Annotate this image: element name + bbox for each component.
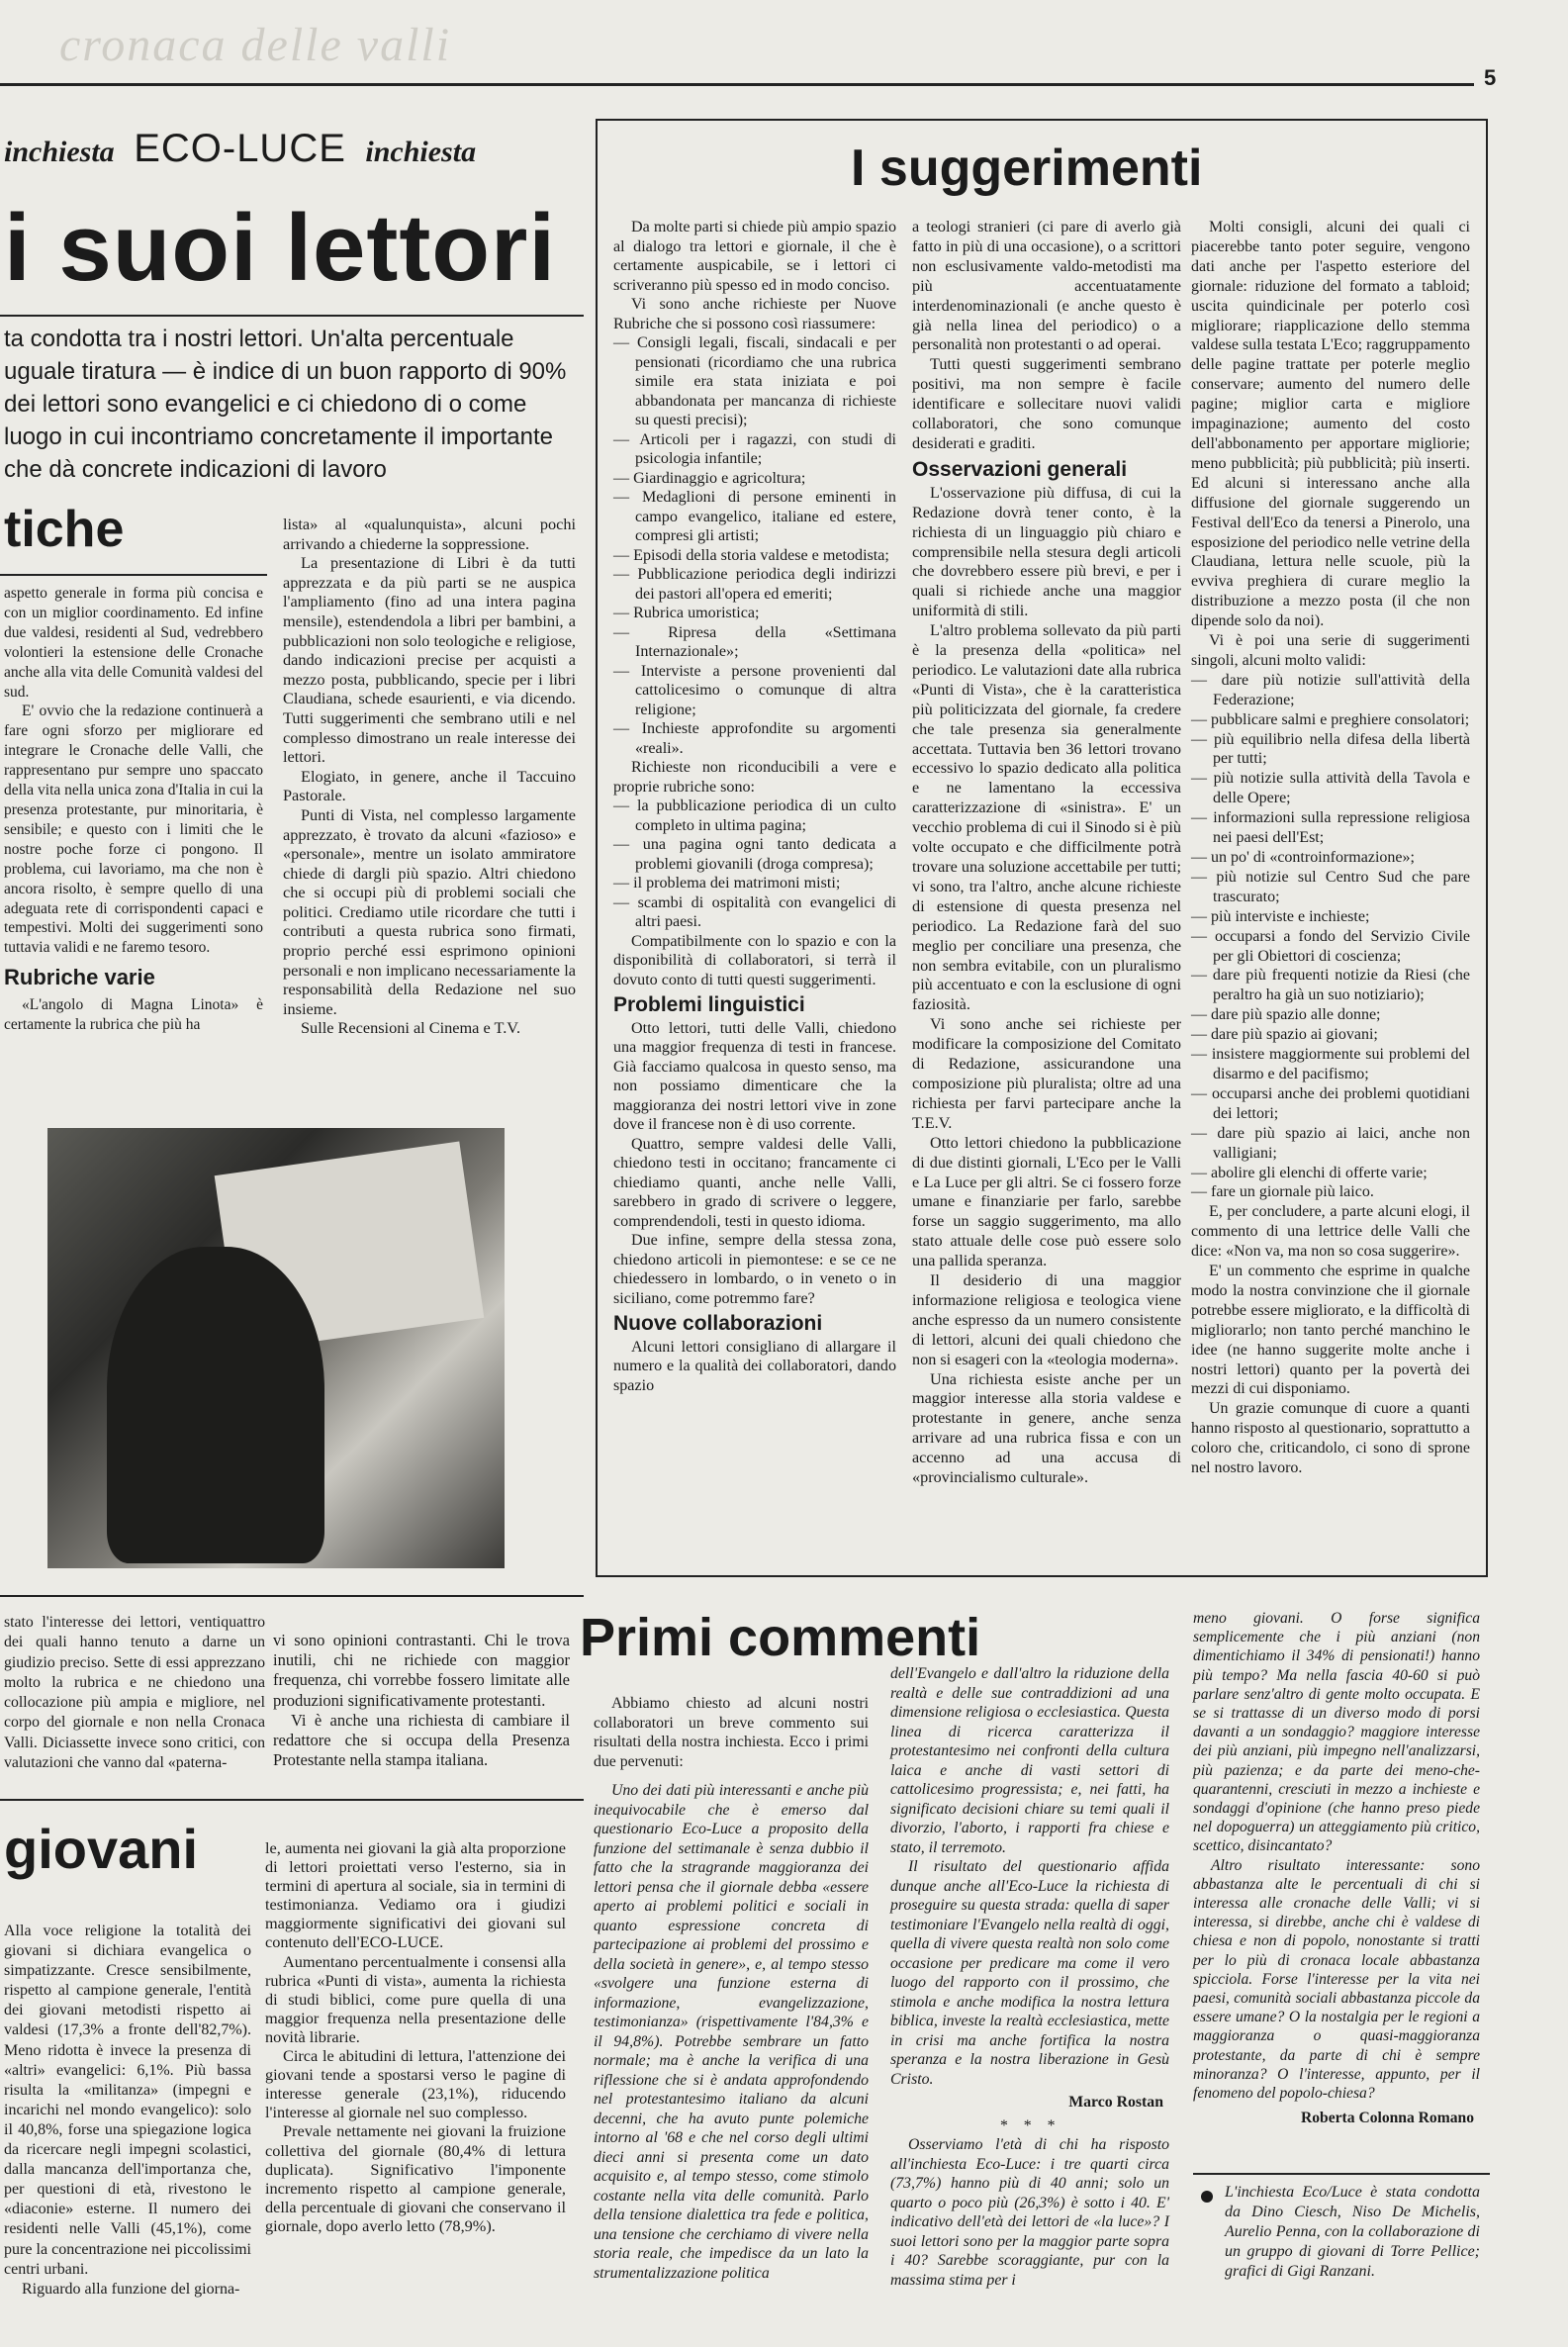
sugg-richieste-list bbox=[613, 797, 896, 932]
header-center: ECO-LUCE bbox=[134, 127, 346, 170]
sugg-col-2 bbox=[912, 218, 1181, 1488]
credits-note: L'inchiesta Eco/Luce è stata condotta da Dino Ciesch, Niso De Michelis, Aurelio Penna, con la collaborazione di un gruppo di giovani di Torre Pellice; grafici di Gigi Ranzani. bbox=[1225, 2184, 1480, 2280]
giovani-c1b: Riguardo alla funzione del giorna- bbox=[22, 2280, 240, 2298]
list-item: — occuparsi anche dei problemi quotidiani dei lettori; bbox=[1191, 1084, 1470, 1124]
section-header bbox=[4, 127, 476, 171]
suggerimenti-title: I suggerimenti bbox=[851, 140, 1203, 197]
list-item: — occuparsi a fondo del Servizio Civile per gli Obiettori di coscienza; bbox=[1191, 927, 1470, 967]
reader-silhouette bbox=[107, 1247, 324, 1563]
giovani-c2b: Aumentano percentualmente i consensi alla rubrica «Punti di vista», aumenta la richiesta di studi biblici, come pure quella di una maggior frequenza nella presentazione delle novità librarie. bbox=[265, 1951, 566, 2046]
list-item: — pubblicare salmi e preghiere consolatori; bbox=[1191, 710, 1470, 730]
cronache2-p2: La presentazione di Libri è da tutti apprezzata e da più parti se ne auspica l'ampliamento (fino ad una intera pagina mensile), estendendola a libri per bambini, a pubblicazioni non solo teologiche e religiose, dando indicazioni precise per acquisti a mezzo posta, pubblicando, specie per i libri Claudiana, schede esaurienti, e via dicendo. Tutti suggerimenti che sembrano utili e nel complesso dimostrano un reale interesse dei lettori. bbox=[283, 553, 576, 767]
list-item: — dare più spazio alle donne; bbox=[1191, 1005, 1470, 1025]
sugg-c2p2: Tutti questi suggerimenti sembrano positivi, ma non sempre è facile identificare e sollecitare nuovi validi collaboratori, che sono comunque desiderati e graditi. bbox=[912, 355, 1181, 452]
list-item: — Episodi della storia valdese e metodista; bbox=[613, 546, 896, 566]
list-item: — Inchieste approfondite su argomenti «reali». bbox=[613, 719, 896, 758]
list-item: — un po' di «controinformazione»; bbox=[1191, 848, 1470, 868]
primi-c1p2: Uno dei dati più interessanti e anche più inequivocabile che è emerso dal questionario Eco-Luce a proposito della funzione del settimanale è senza dubbio il fatto che la stragrande maggioranza dei lettori pensa che il giornale debba «essere aperto ai problemi politici e sociali in quanto espressione concreta di partecipazione ai problemi del prossimo e della società in genere», e, al tempo stesso «svolgere una funzione esterna di informazione, evangelizzazione, testimonianza» (rispettivamente l'84,3% e il 94,8%). Potrebbe sembrare un fatto normale; ma è anche la verifica di una riflessione che si è andata approfondendo nel protestantesimo italiano da alcuni decenni, che ha avuto punte polemiche intorno al '68 e che nel corso degli ultimi dieci anni si presenta come un dato acquisito e, al tempo stesso, come stimolo costante nella vita delle comunità. Parlo della tensione dialettica tra fede e politica, una tensione che cerchiamo di vivere nella storia reale, che impedisce da un lato la strumentalizzazione politica bbox=[594, 1782, 869, 2282]
cronache2-p1: lista» al «qualunquista», alcuni pochi arrivando a chiederne la soppressione. bbox=[283, 515, 576, 553]
list-item: — informazioni sulla repressione religiosa nei paesi dell'Est; bbox=[1191, 808, 1470, 848]
separator-stars: * * * bbox=[999, 2116, 1061, 2134]
sugg-oss1: L'osservazione più diffusa, di cui la Redazione dovrà tener conto, è la richiesta di un linguaggio più chiaro e comprensibile nella stesura degli articoli che dovrebbero essere più brevi, e per i quali si richiede anche una maggior uniformità di stili. bbox=[912, 483, 1181, 620]
list-item: — più equilibrio nella difesa della libertà per tutti; bbox=[1191, 730, 1470, 770]
sugg-ling2: Quattro, sempre valdesi delle Valli, chiedono testi in occitano; francamente ci chiediamo quanti, anche nelle Valli, sarebbero in grado di scrivere o leggere, comprendendoli, testi in questo idioma. bbox=[613, 1135, 896, 1230]
list-item: — insistere maggiormente sui problemi del disarmo e del pacifismo; bbox=[1191, 1045, 1470, 1084]
sugg-ling3: Due infine, sempre della stessa zona, chiedono articoli in piemontese: e se ce ne chiedessero in lombardo, o in veneto o in siciliano, come potremmo fare? bbox=[613, 1232, 896, 1307]
sugg-ling1: Otto lettori, tutti delle Valli, chiedono una maggior frequenza di testi in francese. Già facciamo qualcosa in questo senso, ma non possiamo dimenticare che la maggioranza dei nostri lettori vive in zone dove il francese non è di uso corrente. bbox=[613, 1019, 896, 1133]
giovani-c2c: Circa le abitudini di lettura, l'attenzione dei giovani tende a spostarsi verso le pagine di interesse generale (23,1%), riducendo l'interesse al giornale nel suo complesso. bbox=[265, 2046, 566, 2122]
list-item: — Pubblicazione periodica degli indirizzi dei pastori all'opera ed emeriti; bbox=[613, 565, 896, 604]
primi-c1p1: Abbiamo chiesto ad alcuni nostri collaboratori un breve commento sui risultati della nostra inchiesta. Ecco i primi due pervenuti: bbox=[594, 1695, 869, 1770]
header-left: inchiesta bbox=[4, 136, 115, 168]
masthead-ghost: cronaca delle valli bbox=[59, 19, 452, 71]
sugg-singoli-list bbox=[1191, 671, 1470, 1202]
list-item: — più notizie sulla attività della Tavola e delle Opere; bbox=[1191, 769, 1470, 808]
sugg-c3p2: Vi è poi una serie di suggerimenti singoli, alcuni molto validi: bbox=[1191, 632, 1470, 669]
sugg-c1p2: Vi sono anche richieste per Nuove Rubriche che si possono così riassumere: bbox=[613, 296, 896, 332]
sugg-oss5: Il desiderio di una maggior informazione religiosa e teologica viene anche espresso da un numero consistente di lettori, alcuni dei quali chiedono che non si esageri con la «teologia moderna». bbox=[912, 1271, 1181, 1368]
sugg-c3p3: E, per concludere, a parte alcuni elogi, il commento di una lettrice delle Valli che dice: «Non va, ma non so cosa suggerire». bbox=[1191, 1203, 1470, 1261]
sugg-c3p5: Un grazie comunque di cuore a quanti hanno risposto al questionario, soprattutto a coloro che, criticandolo, ci sono di sprone nel nostro lavoro. bbox=[1191, 1400, 1470, 1477]
list-item: — scambi di ospitalità con evangelici di altri paesi. bbox=[613, 893, 896, 932]
list-item: — dare più frequenti notizie da Riesi (che peraltro ha già un suo notiziario); bbox=[1191, 966, 1470, 1005]
bullet-icon bbox=[1201, 2191, 1213, 2203]
primi-col-2 bbox=[890, 1664, 1169, 2290]
primi-commenti-title: Primi commenti bbox=[580, 1608, 981, 1667]
list-item: — dare più spazio ai giovani; bbox=[1191, 1025, 1470, 1045]
sugg-oss2: L'altro problema sollevato da più parti è la presenza della «politica» nel periodico. Le valutazioni date alla rubrica «Punti di Vista», che è la caratteristica più politicizzata del giornale, fa credere che tale presenza sia generalmente accettata. Tuttavia ben 36 lettori trovano eccessivo lo spazio dedicato alla politica e ne lamentano la eccessiva caratterizzazione di «sinistra». E' un vecchio problema di cui il Sinodo si è più volte occupato e che difficilmente potrà trovare una soluzione accettabile per tutti; vi sono, tra l'altro, anche alcune richieste di estensione di questa presenza nel periodico. La Redazione farà del suo meglio per conciliare una presenza, che non sembra evitabile, con un pluralismo più accentuato e con la esclusione di ogni faziosità. bbox=[912, 621, 1181, 1014]
note-rule bbox=[1193, 2173, 1490, 2175]
primi-c3p1: meno giovani. O forse significa semplicemente che i più anziani (non dimentichiamo il 34% di pensionati!) hanno più tempo? Ma nella fascia 40-60 si può parlare senz'altro di gente molto occupata. E se si trattasse di un diverso modo di porsi davanti a un sondaggio? maggiore interesse dei più anziani, più impegno nell'analizzarsi, più pazienza; e da parte dei meno-che-quarantenni, cresciuti in mezzo a inchieste e sondaggi d'opinione (che hanno preso piede nel dopoguerra) un atteggiamento più critico, scettico, disincantato? bbox=[1193, 1610, 1480, 1855]
list-item: — il problema dei matrimoni misti; bbox=[613, 874, 896, 893]
sugg-rubriche-list bbox=[613, 333, 896, 758]
list-item: — dare più spazio ai laici, anche non valligiani; bbox=[1191, 1124, 1470, 1164]
sugg-c1p4: Compatibilmente con lo spazio e con la disponibilità di collaboratori, si terrà il dovuto conto di tutti questi suggerimenti. bbox=[613, 932, 896, 988]
list-item: — Ripresa della «Settimana Internazionale»; bbox=[613, 623, 896, 662]
cronache-heading: tiche bbox=[4, 501, 125, 558]
cronache2-p4: Punti di Vista, nel complesso largamente apprezzato, è trovato da alcuni «fazioso» e «personale», mentre un isolato ammiratore chiede di dargli più spazio. Altri chiedono che si occupi più di problemi sociali che politici. Crediamo utile ricordare che tutti i contributi a questa rubrica sono firmati, proprio perché essi esprimono opinioni personali e non implicano necessariamente la responsabilità della Redazione nel suo insieme. bbox=[283, 804, 576, 1018]
primi-c3p2: Altro risultato interessante: sono abbastanza alte le percentuali di chi si interessa alle cronache delle Valli; vi si interessa, si direbbe, anche chi è valdese di chiesa e non di popolo, nonostante si tratti per lo più di cronaca locale abbastanza spicciola. Forse l'interesse per la vita nei paesi, comunità sociali abbastanza piccole da essere umane? O la nostalgia per le regioni a maggioranza o quasi-maggioranza protestante, da parte di chi è sempre minoranza? O l'interesse, appunto, per il fenomeno del popolo-chiesa? bbox=[1193, 1856, 1480, 2103]
header-right: inchiesta bbox=[365, 136, 477, 168]
list-item: — Medaglioni di persone eminenti in campo evangelico, italiane ed estere, compresi gli artisti; bbox=[613, 488, 896, 546]
giovani-rule bbox=[0, 1799, 584, 1801]
left-lower-col-1 bbox=[4, 1613, 265, 1773]
page-title: i suoi lettori bbox=[4, 195, 557, 301]
cronache-col-2 bbox=[283, 515, 576, 1038]
cronache2-p5: Sulle Recensioni al Cinema e T.V. bbox=[301, 1018, 521, 1038]
sugg-oss3: Vi sono anche sei richieste per modificare la composizione del Comitato di Redazione, assicurandone una composizione più pluralista; oltre ad una richiesta per farvi partecipare anche la T.E.V. bbox=[912, 1015, 1181, 1132]
list-item: — Consigli legali, fiscali, sindacali e per pensionati (ricordiamo che una rubrica simile era stata iniziata e poi abbandonata per mancanza di richieste su questi precisi); bbox=[613, 333, 896, 430]
list-item: — Articoli per i ragazzi, con studi di psicologia infantile; bbox=[613, 430, 896, 469]
signature-roberta-colonna-romano: Roberta Colonna Romano bbox=[1300, 2110, 1474, 2127]
sugg-oss6: Una richiesta esiste anche per un maggior interesse alla storia valdese e protestante in genere, anche senza arrivare ad una rubrica fissa e con un accenno ad una accusa di «provincialismo culturale». bbox=[912, 1369, 1181, 1487]
cronache-p3: «L'angolo di Magna Linota» è certamente la rubrica che più ha bbox=[4, 996, 263, 1034]
list-item: — fare un giornale più laico. bbox=[1191, 1182, 1470, 1202]
left-lower-rule bbox=[0, 1595, 584, 1597]
rubriche-heading: Rubriche varie bbox=[4, 965, 155, 990]
left-lower-col-2 bbox=[273, 1631, 570, 1770]
left-lower-c2: vi sono opinioni contrastanti. Chi le trova inutili, chi ne richiede con maggior frequenza, chi vorrebbe fossero limitate alle produzioni significativamente protestanti. bbox=[273, 1631, 570, 1710]
giovani-heading: giovani bbox=[4, 1818, 199, 1880]
page-number: 5 bbox=[1484, 65, 1497, 90]
giovani-col-2 bbox=[265, 1838, 566, 2235]
problemi-linguistici-heading: Problemi linguistici bbox=[613, 993, 805, 1016]
cronache-p2: E' ovvio che la redazione continuerà a fare ogni sforzo per migliorare ed integrare le Cronache delle Valli, che rappresentano pur sempre uno spaccato della vita nella unica zona d'Italia in cui la presenza protestante, pur minoritaria, è sensibile; e questo con i limiti che le nostre poche forze ci pongono. Il problema, cui lavoriamo, ma che non è ancora risolto, è sempre quello di una adeguata rete di corrispondenti capaci e tempestivi. Molti dei suggerimenti sono tuttavia validi e ne faremo tesoro. bbox=[4, 703, 263, 957]
list-item: — abolire gli elenchi di offerte varie; bbox=[1191, 1164, 1470, 1183]
left-lower-c1: stato l'interesse dei lettori, ventiquattro dei quali hanno tenuto a darne un giudizio preciso. Sette di essi apprezzano molto la rubrica e ne chiedono una collocazione più ampia e migliore, nel corpo del giornale e non nella Cronaca Valli. Diciassette invece sono critici, con valutazioni che vanno dal «paterna- bbox=[4, 1614, 265, 1772]
giovani-c2d: Prevale nettamente nei giovani la fruizione collettiva del giornale (80,4% di lettura duplicata). Significativo l'imponente incremento rispetto al campione generale, della percentuale di giovani che conservano il giornale, dopo averlo letto (78,9%). bbox=[265, 2121, 566, 2235]
top-rule bbox=[0, 83, 1474, 86]
list-item: — Interviste a persone provenienti dal cattolicesimo o comunque di altra religione; bbox=[613, 662, 896, 720]
list-item: — la pubblicazione periodica di un culto completo in ultima pagina; bbox=[613, 797, 896, 835]
sugg-c2p1: a teologi stranieri (ci pare di averlo già fatto in più di una occasione), o a scrittori non esclusivamente valdo-metodisti ma più accentuatamente interdenominazionali (e anche questo è già nella linea del periodico) o a personalità non protestanti o ad operai. bbox=[912, 218, 1181, 354]
sugg-col-3 bbox=[1191, 218, 1470, 1478]
sugg-col-1 bbox=[613, 218, 896, 1395]
cronache-p1: aspetto generale in forma più concisa e con un miglior coordinamento. Ed infine due valdesi, residenti al Sud, vedrebbero volontieri la estensione delle Cronache anche alla vita delle Comunità valdesi del sud. bbox=[4, 585, 263, 701]
giovani-c2: le, aumenta nei giovani la già alta proporzione di lettori proiettati verso l'esterno, sia in termini di apertura al sociale, sia in termini di testimonianza. Vediamo ora i giudizi maggiormente significativi dei giovani sul contenuto dell'ECO-LUCE. bbox=[265, 1838, 566, 1952]
giovani-c1: Alla voce religione la totalità dei giovani si dichiara evangelica o simpatizzante. Cresce sensibilmente, rispetto al campione generale, l'entità dei giovani metodisti rispetto ai valdesi (17,3% a fronte dell'82,7%). Meno ridotta è invece la presenza di «altri» evangelici: 6,1%. Più bassa risulta la «militanza» (impegni e incarichi nel mondo evangelico): solo il 40,8%, forse una spiegazione logica da ricercare negli impegni scolastici, dalla mancanza dell'importanza che, per questioni di età, rivestono le «diaconie» esterne. Il numero dei residenti nelle Valli (45,1%), come pure la concentrazione nei piccolissimi centri urbani. bbox=[4, 1923, 251, 2278]
sugg-c1p1: Da molte parti si chiede più ampio spazio al dialogo tra lettori e giornale, il che è certamente auspicabile, se i lettori ci scriveranno più spesso ed in modo conciso. bbox=[613, 219, 896, 294]
primi-c2p1: dell'Evangelo e dall'altro la riduzione della realtà e delle sue contraddizioni ad una dimensione religiosa o ecclesiastica. Questa linea di ricerca caratterizza il protestantesimo nei confronti della cultura laica e anche di vasti settori di cattolicesimo progressista; e, nei fatti, ha significato decisioni chiare su temi quali il divorzio, l'aborto, i rapporti fra chiese e stato, il terremoto. bbox=[890, 1665, 1169, 1856]
left-lower-c2b: Vi è anche una richiesta di cambiare il redattore che si occupa della Presenza Protestante nella stampa italiana. bbox=[273, 1710, 570, 1770]
primi-c2p2: Il risultato del questionario affida dunque anche all'Eco-Luce la richiesta di proseguire su questa strada: quella di saper testimoniare l'Evangelo nella realtà di oggi, quella di vivere questa realtà non solo come occasione per predicare ma come il vero luogo del rapporto con il prossimo, che stimola e anche modifica la nostra lettura biblica, investe la realtà ecclesiastica, mette in crisi ma anche fortifica la nostra speranza e la nostra liberazione in Gesù Cristo. bbox=[890, 1858, 1169, 2088]
primi-c2p3: Osserviamo l'età di chi ha risposto all'inchiesta Eco-Luce: i tre quarti circa (73,7%) hanno più di 40 anni; solo un quarto o poco più (26,3%) è sotto i 40. E' indicativo dell'età dei lettori de «la luce»? I suoi lettori sono per la maggior parte sopra i 40? Sarebbe scoraggiante, pur con la massima stima per i bbox=[890, 2136, 1169, 2289]
cronache2-p3: Elogiato, in genere, anche il Taccuino Pastorale. bbox=[283, 766, 576, 805]
sugg-oss4: Otto lettori chiedono la pubblicazione di due distinti giornali, L'Eco per le Valli e La Luce per gli altri. Se ci fossero forze umane e finanziarie per farlo, sarebbe forse un saggio suggerimento, ma allo stato attuale delle cose può essere solo una pallida speranza. bbox=[912, 1133, 1181, 1270]
nuove-collaborazioni-heading: Nuove collaborazioni bbox=[613, 1312, 823, 1335]
sugg-c3p1: Molti consigli, alcuni dei quali ci piacerebbe tanto poter seguire, vengono dati anche per l'aspetto esteriore del giornale: riduzione del formato a tabloid; uscita quindicinale per poterlo così migliorare; riapplicazione dello stemma valdese sulla testata L'Eco; raggruppamento delle pagine trattate per poterle meglio conservare; aumento del numero delle pagine; miglior carta e migliore impaginazione; aumento del costo dell'abbonamento per apportare migliorie; meno pubblicità; più pubblicità; più inserti. Ed alcuni si interessano anche alla diffusione del giornale suggerendo un Festival dell'Eco da tenersi a Pinerolo, una esposizione del periodico nelle vetrine della Claudiana, lettura nelle scuole, più la evviva preghiera di curare meglio la distribuzione a mezzo posta (il che non dipende solo da noi). bbox=[1191, 219, 1470, 630]
signature-marco-rostan: Marco Rostan bbox=[1068, 2094, 1163, 2111]
list-item: — Giardinaggio e agricoltura; bbox=[613, 469, 896, 489]
list-item: — dare più notizie sull'attività della Federazione; bbox=[1191, 671, 1470, 710]
sugg-c3p4: E' un commento che esprime in qualche modo la nostra convinzione che il giornale potrebbe essere migliorato, e la difficoltà di migliorarlo; non tanto perché manchino le idee (ne hanno suggerite molte anche i nostri lettori) quanto per la povertà dei mezzi di cui disponiamo. bbox=[1191, 1263, 1470, 1398]
list-item: — Rubrica umoristica; bbox=[613, 604, 896, 623]
cronache-col-1 bbox=[4, 584, 263, 1035]
sugg-coll1: Alcuni lettori consigliano di allargare il numero e la qualità dei collaboratori, dando spazio bbox=[613, 1338, 896, 1394]
reader-photo bbox=[47, 1128, 505, 1568]
list-item: — più notizie sul Centro Sud che pare trascurato; bbox=[1191, 868, 1470, 907]
cronache-rule bbox=[0, 574, 267, 576]
sugg-c1p3: Richieste non riconducibili a vere e proprie rubriche sono: bbox=[613, 759, 896, 796]
list-item: — più interviste e inchieste; bbox=[1191, 907, 1470, 927]
primi-col-1 bbox=[594, 1694, 869, 2283]
headline-rule bbox=[0, 315, 584, 317]
intro-text: ta condotta tra i nostri lettori. Un'alta percentuale uguale tiratura — è indice di un buon rapporto di 90% dei lettori sono evangelici e ci chiedono di o come luogo in cui incontriamo concretamente il importante che dà concrete indicazioni di lavoro bbox=[4, 326, 567, 483]
giovani-col-1 bbox=[4, 1922, 251, 2300]
primi-col-3 bbox=[1193, 1609, 1480, 2137]
osservazioni-generali-heading: Osservazioni generali bbox=[912, 457, 1128, 481]
list-item: — una pagina ogni tanto dedicata a problemi giovanili (droga compresa); bbox=[613, 835, 896, 874]
